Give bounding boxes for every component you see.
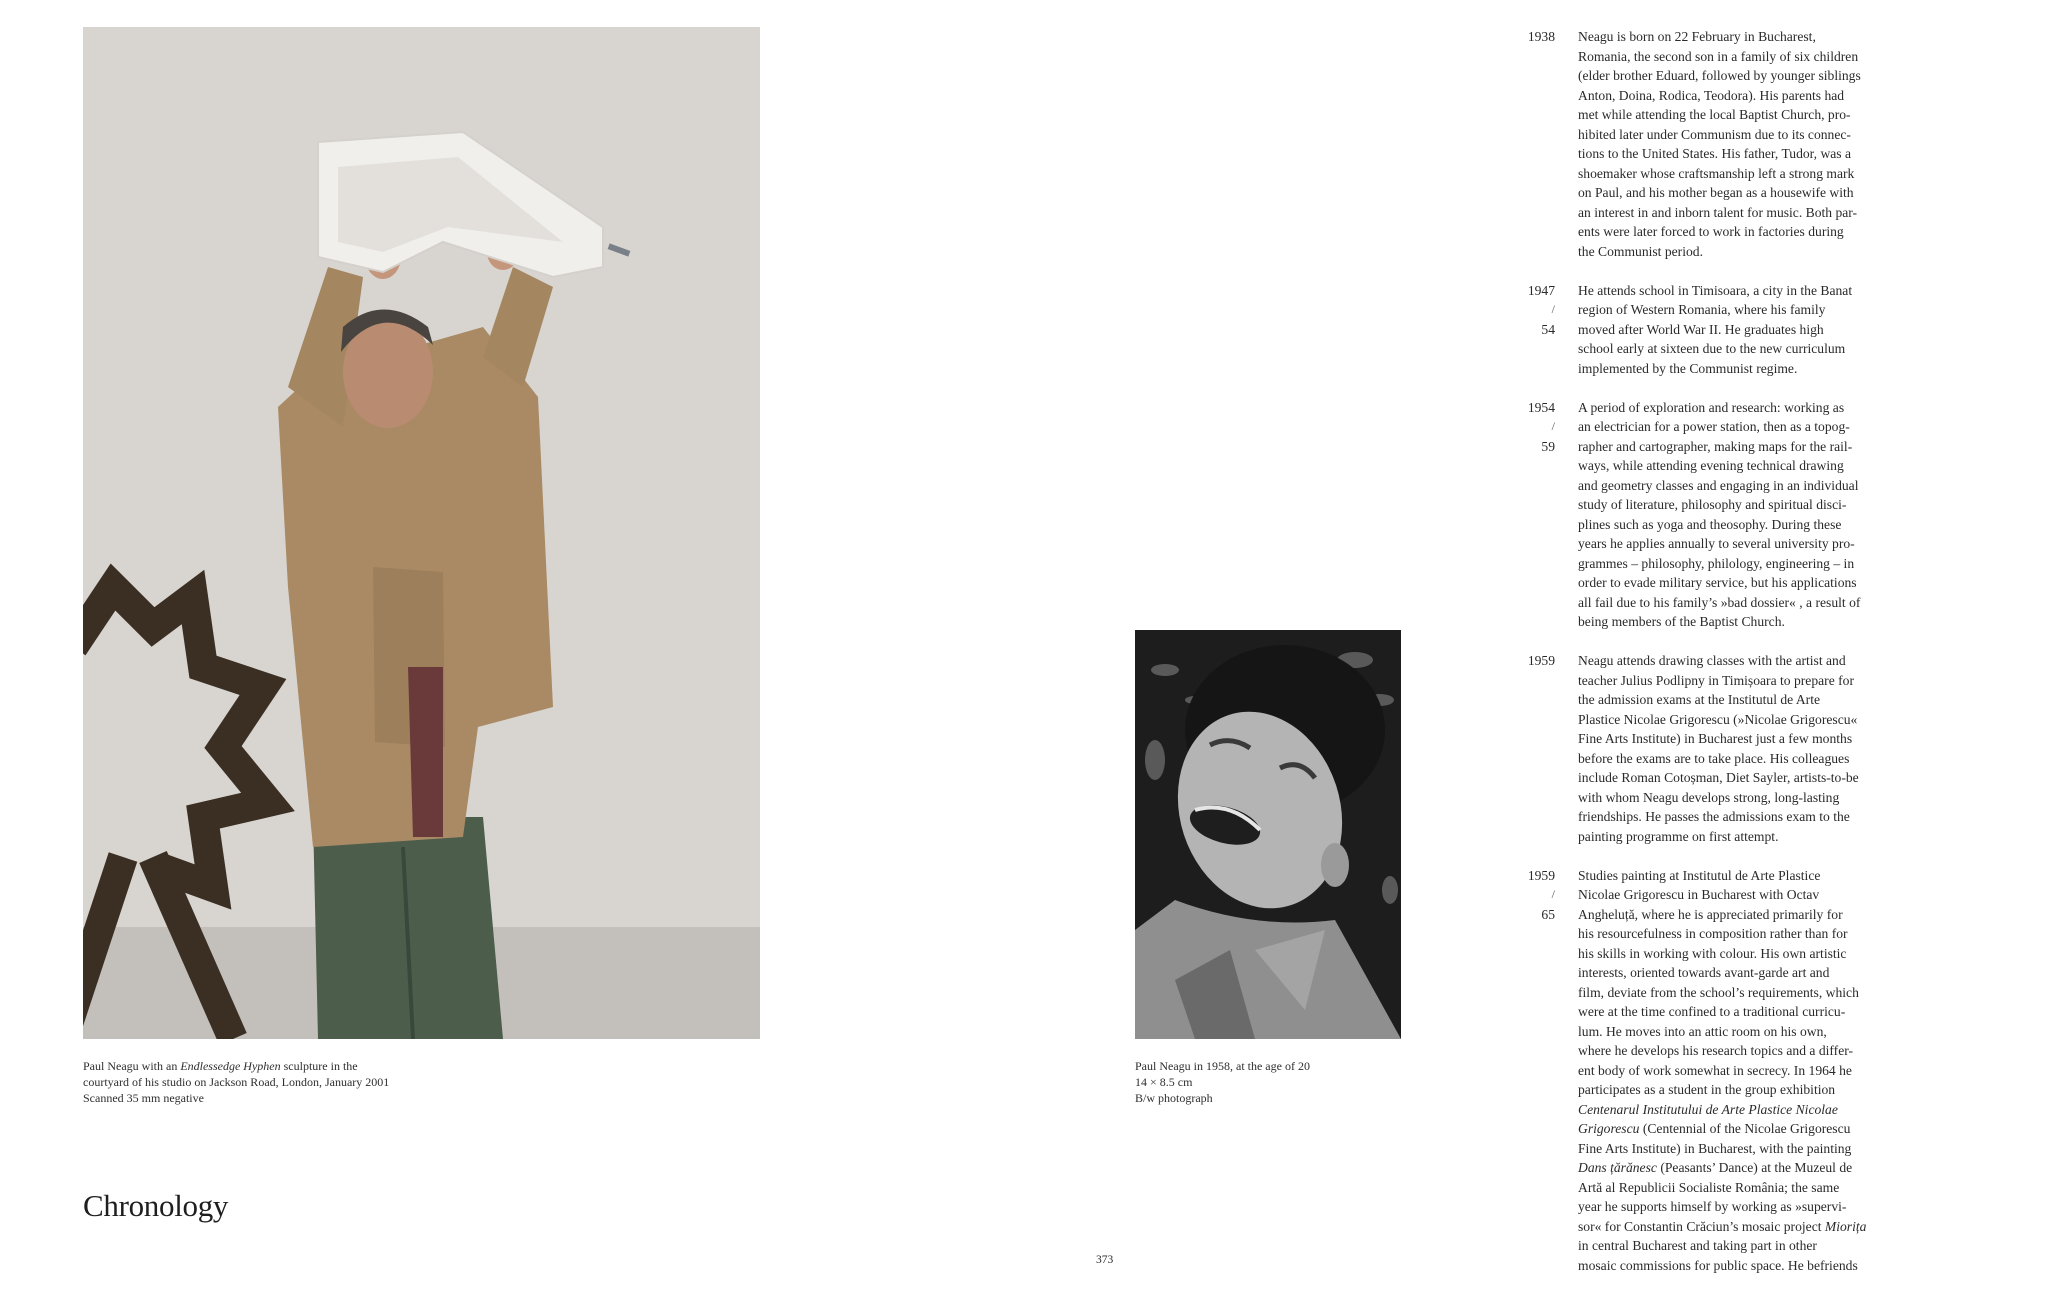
text-line: (elder brother Eduard, followed by younger siblings: [1578, 68, 1861, 83]
text-line: in central Bucharest and taking part in other: [1578, 1238, 1817, 1253]
photo-neagu-1958-portrait: [1135, 630, 1401, 1039]
text-line: his skills in working with colour. His own artistic: [1578, 945, 1847, 961]
text-line: grammes – philosophy, philology, engineering – in: [1578, 555, 1855, 571]
text-line: Studies painting at Institutul de Arte Plastice: [1578, 867, 1821, 883]
text-line: Romania, the second son in a family of six children: [1578, 48, 1859, 64]
text-line: all fail due to his family’s »bad dossier« , a result of: [1578, 594, 1861, 610]
mosaic-title: Miorița: [1824, 1218, 1867, 1234]
caption-line: B/w photograph: [1135, 1091, 1213, 1105]
text-line: the admission exams at the Institutul de Arte: [1578, 692, 1820, 707]
text-line: lum. He moves into an attic room on his own,: [1578, 1023, 1827, 1039]
text-line: Nicolae Grigorescu in Bucharest with Octav: [1578, 887, 1820, 902]
chronology-entry: [1520, 281, 2020, 379]
text-line: order to evade military service, but his applications: [1578, 575, 1857, 590]
entry-years: [1520, 281, 1555, 379]
text-line: study of literature, philosophy and spiritual disci-: [1578, 497, 1847, 512]
year-start: 1959: [1527, 867, 1555, 883]
chronology-entry: [1520, 651, 2020, 846]
text-line: Neagu attends drawing classes with the artist and: [1578, 653, 1846, 668]
entry-text: [1578, 651, 1923, 846]
text-line: friendships. He passes the admissions exam to the: [1578, 809, 1850, 824]
year-start: 1938: [1527, 29, 1555, 44]
photo-caption-left: [83, 1058, 543, 1106]
photo-illustration: [1135, 630, 1401, 1039]
chronology-entry: [1520, 27, 2020, 261]
text-line: an electrician for a power station, then as a topog-: [1578, 419, 1850, 434]
text-line: plines such as yoga and theosophy. During these: [1578, 516, 1842, 532]
text-line: an interest in and inborn talent for music. Both par-: [1578, 204, 1858, 220]
text-line: Angheluță, where he is appreciated primarily for: [1578, 906, 1843, 922]
text-line: shoemaker whose craftsmanship left a strong mark: [1578, 165, 1855, 181]
section-title: Chronology: [83, 1188, 229, 1223]
text-line: include Roman Cotoșman, Diet Sayler, artists-to-be: [1578, 770, 1859, 785]
entry-text: [1578, 27, 1923, 261]
entry-years: [1520, 27, 1555, 261]
year-range-slash: /: [1551, 302, 1555, 316]
text-line: implemented by the Communist regime.: [1578, 360, 1798, 376]
year-end: 54: [1541, 321, 1555, 337]
year-end: 65: [1541, 906, 1555, 922]
text-line: interests, oriented towards avant-garde art and: [1578, 965, 1830, 980]
caption-line: courtyard of his studio on Jackson Road, London, January 2001: [83, 1075, 390, 1089]
photo-caption-right: [1135, 1058, 1435, 1106]
caption-line: Scanned 35 mm negative: [83, 1091, 204, 1105]
year-end: 59: [1541, 438, 1555, 454]
entry-years: [1520, 651, 1555, 846]
text-line: A period of exploration and research: working as: [1578, 399, 1845, 415]
text-line: participates as a student in the group exhibition: [1578, 1082, 1836, 1097]
entry-years: [1520, 866, 1555, 1276]
page-number: 373: [1096, 1254, 1114, 1266]
text-line: met while attending the local Baptist Church, pro-: [1578, 107, 1851, 122]
photo-neagu-with-sculpture: [83, 27, 760, 1039]
text-line: Fine Arts Institute) in Bucharest just a few months: [1578, 731, 1853, 746]
text-line: painting programme on first attempt.: [1578, 828, 1779, 844]
text-line: years he applies annually to several university pro-: [1578, 536, 1855, 551]
caption-line: 14 × 8.5 cm: [1135, 1075, 1193, 1089]
entry-years: [1520, 398, 1555, 632]
text-line: Artă al Republicii Socialiste România; the same: [1578, 1179, 1840, 1195]
exhibition-title: Centenarul Institutului de Arte Plastice Nicolae: [1578, 1101, 1838, 1117]
year-start: 1947: [1527, 282, 1555, 298]
year-range-slash: /: [1551, 887, 1555, 901]
entry-text: [1578, 866, 1923, 1276]
text-line: were at the time confined to a traditional curricu-: [1578, 1004, 1846, 1019]
year-start: 1959: [1527, 653, 1555, 668]
text-line: hibited later under Communism due to its connec-: [1578, 126, 1851, 142]
text-line: He attends school in Timisoara, a city in the Banat: [1578, 282, 1853, 298]
text-line: before the exams are to take place. His colleagues: [1578, 750, 1850, 766]
text-line: Fine Arts Institute) in Bucharest, with the painting: [1578, 1140, 1852, 1156]
text-line: rapher and cartographer, making maps for the rail-: [1578, 438, 1853, 454]
text-line: Anton, Doina, Rodica, Teodora). His parents had: [1578, 87, 1845, 103]
year-range-slash: /: [1551, 419, 1555, 433]
text-line: year he supports himself by working as »supervi-: [1578, 1199, 1847, 1214]
painting-title: Dans țărănesc: [1578, 1160, 1657, 1175]
text-line: on Paul, and his mother began as a housewife with: [1578, 185, 1854, 200]
chronology-entry: [1520, 866, 2020, 1276]
text-line: school early at sixteen due to the new curriculum: [1578, 341, 1846, 356]
entry-text: [1578, 398, 1923, 632]
text-line: and geometry classes and engaging in an individual: [1578, 477, 1859, 493]
text-line: ent body of work somewhat in secrecy. In 1964 he: [1578, 1062, 1852, 1078]
text-line: with whom Neagu develops strong, long-lasting: [1578, 789, 1840, 805]
text-line: teacher Julius Podlipny in Timișoara to prepare for: [1578, 672, 1854, 688]
text-line: film, deviate from the school’s requirements, which: [1578, 984, 1859, 1000]
text-line: [1578, 1100, 1923, 1120]
text-line: Grigorescu (Centennial of the Nicolae Grigorescu: [1578, 1121, 1851, 1136]
text-line: region of Western Romania, where his family: [1578, 302, 1826, 317]
text-line: mosaic commissions for public space. He befriends: [1578, 1257, 1858, 1273]
year-start: 1954: [1527, 399, 1555, 415]
text-line: moved after World War II. He graduates high: [1578, 321, 1824, 337]
chronology-list: [1520, 27, 2020, 1295]
chronology-entry: [1520, 398, 2020, 632]
text-line: tions to the United States. His father, Tudor, was a: [1578, 146, 1852, 161]
text-line: being members of the Baptist Church.: [1578, 614, 1785, 629]
text-line: his resourcefulness in composition rather than for: [1578, 926, 1848, 941]
text-line: the Communist period.: [1578, 243, 1703, 259]
entry-text: [1578, 281, 1923, 379]
text-line: Dans țărănesc (Peasants’ Dance) at the Muzeul de: [1578, 1160, 1853, 1175]
exhibition-title: Grigorescu: [1578, 1121, 1640, 1136]
text-line: where he develops his research topics and a differ-: [1578, 1043, 1854, 1058]
photo-illustration: [83, 27, 760, 1039]
text-line: ways, while attending evening technical drawing: [1578, 458, 1844, 473]
caption-line: Paul Neagu in 1958, at the age of 20: [1135, 1059, 1310, 1073]
text-line: Plastice Nicolae Grigorescu (»Nicolae Grigorescu«: [1578, 711, 1858, 727]
text-line: Neagu is born on 22 February in Bucharest,: [1578, 29, 1816, 44]
text-line: ents were later forced to work in factories during: [1578, 224, 1844, 239]
artwork-title: Endlessedge Hyphen: [180, 1059, 281, 1073]
caption-line: Paul Neagu with an Endlessedge Hyphen sculpture in the: [83, 1059, 358, 1073]
text-line: sor« for Constantin Crăciun’s mosaic project Miorița: [1578, 1218, 1867, 1234]
